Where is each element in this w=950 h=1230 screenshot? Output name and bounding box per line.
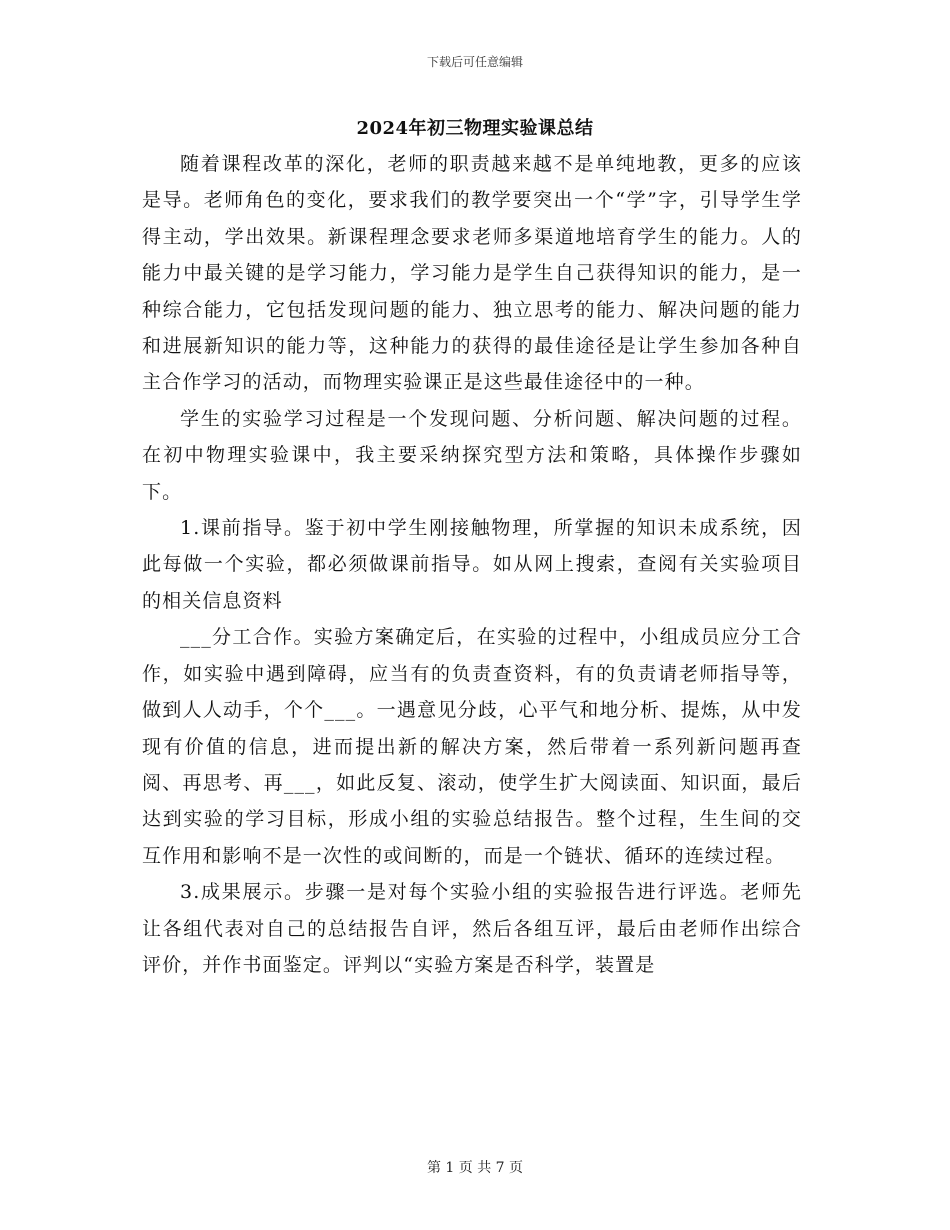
document-body [142, 146, 802, 983]
paragraph-step-1: 1.课前指导。鉴于初中学生刚接触物理，所掌握的知识未成系统，因此每做一个实验，都必须做课前指导。如从网上搜索，查阅有关实验项目的相关信息资料 [142, 517, 802, 612]
document-title: 2024年初三物理实验课总结 [356, 118, 594, 139]
paragraph-intro: 随着课程改革的深化，老师的职责越来越不是单纯地教，更多的应该是导。老师角色的变化，要求我们的教学要突出一个“学”字，引导学生学得主动，学出效果。新课程理念要求老师多渠道地培育学生的能力。人的能力中最关键的是学习能力，学习能力是学生自己获得知识的能力，是一种综合能力，它包括发现问题的能力、独立思考的能力、解决问题的能力和进展新知识的能力等，这种能力的获得的最佳途径是让学生参加各种自主合作学习的活动，而物理实验课正是这些最佳途径中的一种。 [142, 153, 802, 394]
paragraph-step-3: 3.成果展示。步骤一是对每个实验小组的实验报告进行评选。老师先让各组代表对自己的总结报告自评，然后各组互评，最后由老师作出综合评价，并作书面鉴定。评判以“实验方案是否科学，装置是 [142, 881, 802, 976]
paragraph-step-2: ___分工合作。实验方案确定后，在实验的过程中，小组成员应分工合作，如实验中遇到障碍，应当有的负责查资料，有的负责请老师指导等，做到人人动手，个个___。一遇意见分歧，心平气和地分析、提炼，从中发现有价值的信息，进而提出新的解决方案，然后带着一系列新问题再查阅、再思考、再___，如此反复、滚动，使学生扩大阅读面、知识面，最后达到实验的学习目标，形成小组的实验总结报告。整个过程，生生间的交互作用和影响不是一次性的或间断的，而是一个链状、循环的连续过程。 [142, 626, 802, 867]
paragraph-process: 学生的实验学习过程是一个发现问题、分析问题、解决问题的过程。在初中物理实验课中，我主要采纳探究型方法和策略，具体操作步骤如下。 [142, 407, 802, 503]
header-note: 下载后可任意编辑 [426, 55, 523, 69]
page-number: 第 1 页 共 7 页 [426, 1160, 524, 1176]
